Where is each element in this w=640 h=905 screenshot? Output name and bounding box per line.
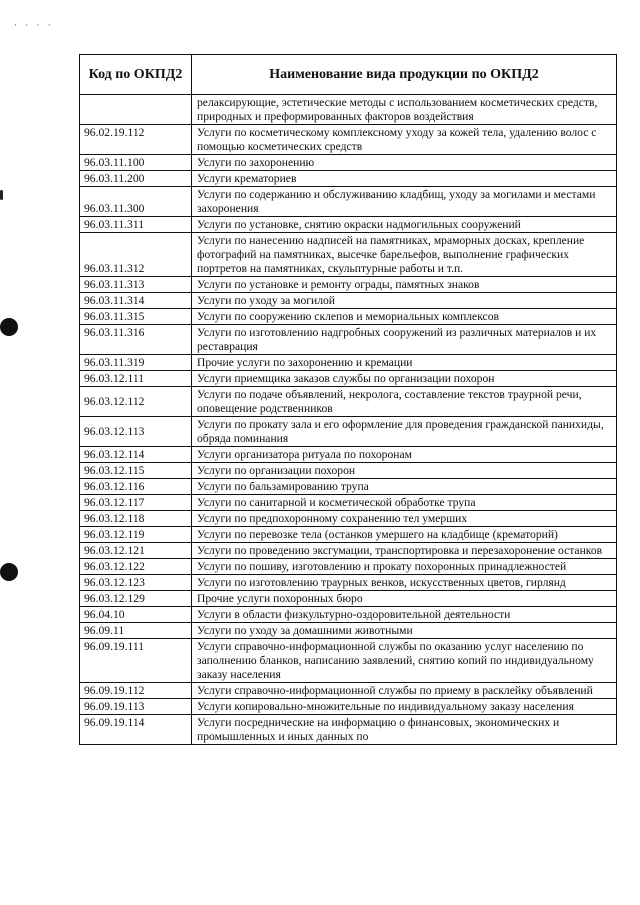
table-header-row [80, 55, 617, 95]
name-cell: Услуги по прокату зала и его оформление для проведения гражданской панихиды, обряда поминания [192, 417, 617, 447]
name-cell: Услуги по уходу за могилой [192, 293, 617, 309]
name-cell: Услуги приемщика заказов службы по организации похорон [192, 371, 617, 387]
name-cell: Услуги по проведению эксгумации, транспортировка и перезахоронение останков [192, 543, 617, 559]
code-cell: 96.03.11.319 [80, 355, 192, 371]
table-row [80, 511, 617, 527]
scan-artifact: · · · · [14, 20, 54, 30]
name-cell: Услуги по установке, снятию окраски надмогильных сооружений [192, 217, 617, 233]
code-cell: 96.03.12.129 [80, 591, 192, 607]
code-cell: 96.03.11.313 [80, 277, 192, 293]
code-cell: 96.03.11.300 [80, 187, 192, 217]
code-cell: 96.03.12.123 [80, 575, 192, 591]
table-row [80, 447, 617, 463]
code-cell: 96.03.12.116 [80, 479, 192, 495]
name-cell: Услуги по организации похорон [192, 463, 617, 479]
code-cell: 96.03.11.311 [80, 217, 192, 233]
name-cell: Услуги копировально-множительные по индивидуальному заказу населения [192, 699, 617, 715]
table-row [80, 95, 617, 125]
code-cell: 96.03.12.122 [80, 559, 192, 575]
code-cell: 96.09.19.111 [80, 639, 192, 683]
name-cell: Услуги по установке и ремонту ограды, памятных знаков [192, 277, 617, 293]
table-row [80, 527, 617, 543]
name-cell: Услуги крематориев [192, 171, 617, 187]
code-cell: 96.02.19.112 [80, 125, 192, 155]
table-row [80, 559, 617, 575]
name-cell: Услуги по сооружению склепов и мемориальных комплексов [192, 309, 617, 325]
name-cell: Услуги по подаче объявлений, некролога, составление текстов траурной речи, оповещение родственников [192, 387, 617, 417]
code-cell: 96.03.11.315 [80, 309, 192, 325]
name-cell: Услуги по изготовлению траурных венков, искусственных цветов, гирлянд [192, 575, 617, 591]
table-row [80, 293, 617, 309]
code-cell: 96.09.19.114 [80, 715, 192, 745]
table-row [80, 233, 617, 277]
table-row [80, 417, 617, 447]
code-cell: 96.03.11.200 [80, 171, 192, 187]
table-row [80, 277, 617, 293]
name-cell: Прочие услуги похоронных бюро [192, 591, 617, 607]
name-cell: Услуги по предпохоронному сохранению тел умерших [192, 511, 617, 527]
table-row [80, 217, 617, 233]
name-cell: Услуги организатора ритуала по похоронам [192, 447, 617, 463]
name-cell: Услуги по уходу за домашними животными [192, 623, 617, 639]
table-row [80, 355, 617, 371]
table-row [80, 575, 617, 591]
table-row [80, 463, 617, 479]
name-cell: Услуги по бальзамированию трупа [192, 479, 617, 495]
table-row [80, 607, 617, 623]
name-cell: Услуги справочно-информационной службы по приему в расклейку объявлений [192, 683, 617, 699]
name-cell: Услуги по изготовлению надгробных сооружений из различных материалов и их реставрация [192, 325, 617, 355]
code-cell: 96.03.11.314 [80, 293, 192, 309]
name-cell: Услуги по нанесению надписей на памятниках, мраморных досках, крепление фотографий на памятниках, высечке барельефов, выполнение графических портретов на памятниках, скульптурные работы и т.п. [192, 233, 617, 277]
okpd-table [79, 54, 617, 745]
name-cell: Услуги по захоронению [192, 155, 617, 171]
punch-hole-lower [0, 563, 18, 581]
scan-edge-mark [0, 190, 3, 200]
code-cell: 96.09.19.112 [80, 683, 192, 699]
code-cell: 96.03.12.119 [80, 527, 192, 543]
table-row [80, 543, 617, 559]
table-row [80, 325, 617, 355]
table-row [80, 309, 617, 325]
code-cell: 96.03.11.316 [80, 325, 192, 355]
table-row [80, 155, 617, 171]
table-row [80, 699, 617, 715]
name-column-header: Наименование вида продукции по ОКПД2 [192, 55, 617, 95]
punch-hole-upper [0, 318, 18, 336]
table-row [80, 387, 617, 417]
name-cell: Услуги посреднические на информацию о финансовых, экономических и промышленных и иных данных по [192, 715, 617, 745]
code-cell: 96.03.12.111 [80, 371, 192, 387]
code-cell: 96.03.12.121 [80, 543, 192, 559]
code-cell: 96.03.12.112 [80, 387, 192, 417]
code-cell: 96.03.12.115 [80, 463, 192, 479]
code-cell: 96.03.11.100 [80, 155, 192, 171]
table-row [80, 591, 617, 607]
name-cell: Услуги по содержанию и обслуживанию кладбищ, уходу за могилами и местами захоронения [192, 187, 617, 217]
table-row [80, 495, 617, 511]
code-cell [80, 95, 192, 125]
table-row [80, 371, 617, 387]
code-column-header: Код по ОКПД2 [80, 55, 192, 95]
code-cell: 96.03.12.118 [80, 511, 192, 527]
name-cell: Услуги справочно-информационной службы по оказанию услуг населению по заполнению бланков, написанию заявлений, снятию копий по индивидуальному заказу населения [192, 639, 617, 683]
code-cell: 96.03.12.113 [80, 417, 192, 447]
table-row [80, 125, 617, 155]
code-cell: 96.04.10 [80, 607, 192, 623]
code-cell: 96.03.12.117 [80, 495, 192, 511]
table-row [80, 479, 617, 495]
table-row [80, 187, 617, 217]
code-cell: 96.03.12.114 [80, 447, 192, 463]
table-row [80, 639, 617, 683]
name-cell: Прочие услуги по захоронению и кремации [192, 355, 617, 371]
name-cell: Услуги по пошиву, изготовлению и прокату похоронных принадлежностей [192, 559, 617, 575]
table-row [80, 171, 617, 187]
name-cell: Услуги в области физкультурно-оздоровительной деятельности [192, 607, 617, 623]
name-cell: релаксирующие, эстетические методы с использованием косметических средств, природных и преформированных факторов воздействия [192, 95, 617, 125]
code-cell: 96.09.19.113 [80, 699, 192, 715]
table-row [80, 715, 617, 745]
name-cell: Услуги по косметическому комплексному уходу за кожей тела, удалению волос с помощью косметических средств [192, 125, 617, 155]
code-cell: 96.09.11 [80, 623, 192, 639]
table-row [80, 683, 617, 699]
name-cell: Услуги по перевозке тела (останков умершего на кладбище (крематорий) [192, 527, 617, 543]
name-cell: Услуги по санитарной и косметической обработке трупа [192, 495, 617, 511]
code-cell: 96.03.11.312 [80, 233, 192, 277]
table-row [80, 623, 617, 639]
